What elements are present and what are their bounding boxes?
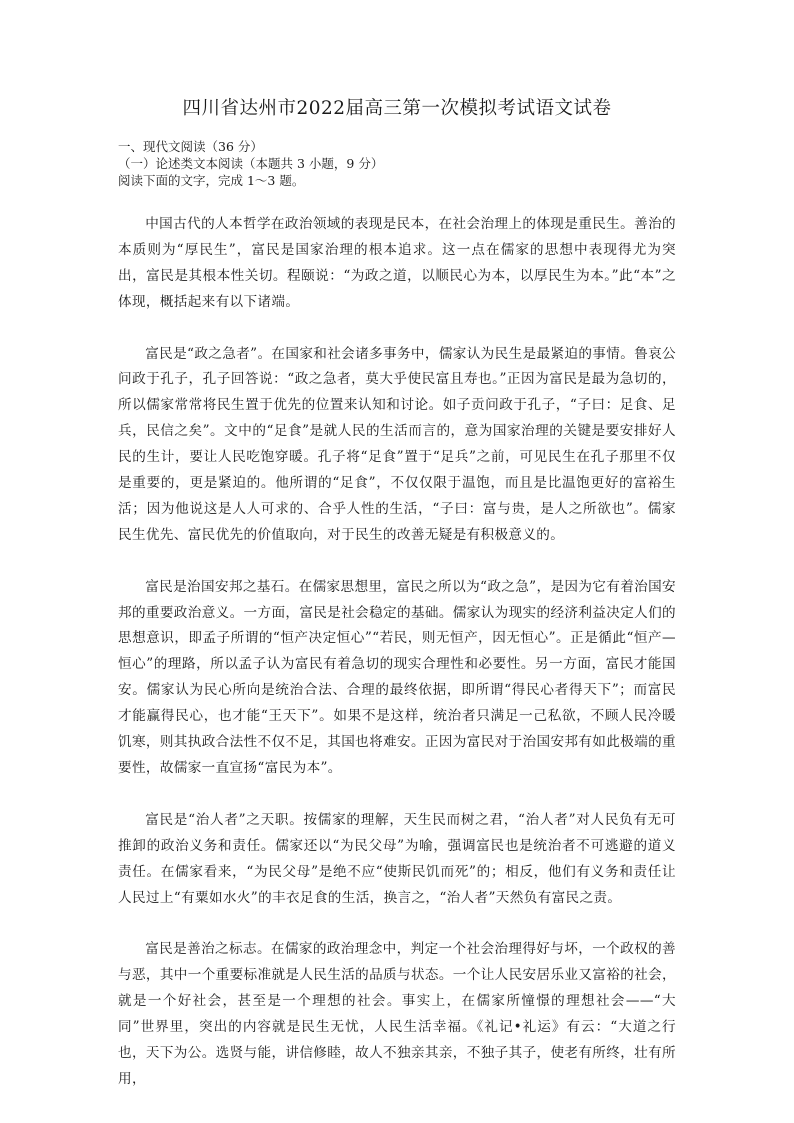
passage-paragraph-5: 富民是善治之标志。在儒家的政治理念中，判定一个社会治理得好与坏，一个政权的善与恶，其中一个重要标准就是人民生活的品质与状态。一个让人民安居乐业又富裕的社会，就是一个好社会，甚至是一个理想的社会。事实上，在儒家所憧憬的理想社会——“大同”世界里，突出的内容就是民生无忧，人民生活幸福。《礼记•礼运》有云：“大道之行也，天下为公。选贤与能，讲信修睦，故人不独亲其亲，不独子其子，使老有所终，壮有所用， xyxy=(118,941,676,1087)
subsection-heading: （一）论述类文本阅读（本题共 3 小题，9 分） xyxy=(118,156,384,171)
section-heading: 一、现代文阅读（36 分） xyxy=(118,139,263,154)
passage-paragraph-3: 富民是治国安邦之基石。在儒家思想里，富民之所以为“政之急”，是因为它有着治国安邦的重要政治意义。一方面，富民是社会稳定的基础。儒家认为现实的经济利益决定人们的思想意识，即孟子所谓的“恒产决定恒心”“若民，则无恒产，因无恒心”。正是循此“恒产—恒心”的理路，所以孟子认为富民有着急切的现实合理性和必要性。另一方面，富民才能国安。儒家认为民心所向是统治合法、合理的最终依据，即所谓“得民心者得天下”；而富民才能赢得民心，也才能“王天下”。如果不是这样，统治者只满足一己私欲，不顾人民冷暖饥寒，则其执政合法性不仅不足，其国也将难安。正因为富民对于治国安邦有如此极端的重要性，故儒家一直宣扬“富民为本”。 xyxy=(118,578,676,776)
passage-paragraph-2: 富民是“政之急者”。在国家和社会诸多事务中，儒家认为民生是最紧迫的事情。鲁哀公问政于孔子，孔子回答说：“政之急者，莫大乎使民富且寿也。”正因为富民是最为急切的，所以儒家常常将民生置于优先的位置来认知和讨论。如子贡问政于孔子，“子曰：足食、足兵，民信之矣”。文中的“足食”是就人民的生活而言的，意为国家治理的关键是要安排好人民的生计，要让人民吃饱穿暖。孔子将“足食”置于“足兵”之前，可见民生在孔子那里不仅是重要的，更是紧迫的。他所谓的“足食”，不仅仅限于温饱，而且是比温饱更好的富裕生活；因为他说这是人人可求的、合乎人性的生活，“子曰：富与贵，是人之所欲也”。儒家民生优先、富民优先的价值取向，对于民生的改善无疑是有积极意义的。 xyxy=(118,345,676,543)
passage-paragraph-4: 富民是“治人者”之天职。按儒家的理解，天生民而树之君，“治人者”对人民负有无可推卸的政治义务和责任。儒家还以“为民父母”为喻，强调富民也是统治者不可逃避的道义责任。在儒家看来，“为民父母”是绝不应“使斯民饥而死”的；相反，他们有义务和责任让人民过上“有粟如水火”的丰衣足食的生活，换言之，“治人者”天然负有富民之责。 xyxy=(118,811,676,906)
reading-instruction: 阅读下面的文字，完成 1～3 题。 xyxy=(118,173,305,188)
passage-paragraph-1: 中国古代的人本哲学在政治领域的表现是民本，在社会治理上的体现是重民生。善治的本质则为“厚民生”，富民是国家治理的根本追求。这一点在儒家的思想中表现得尤为突出，富民是其根本性关切。程颐说：“为政之道，以顺民心为本，以厚民生为本。”此“本”之体现，概括起来有以下诸端。 xyxy=(118,216,676,310)
exam-title: 四川省达州市2022届高三第一次模拟考试语文试卷 xyxy=(182,98,612,119)
reading-passage xyxy=(118,212,676,1119)
exam-header-info xyxy=(118,138,678,189)
